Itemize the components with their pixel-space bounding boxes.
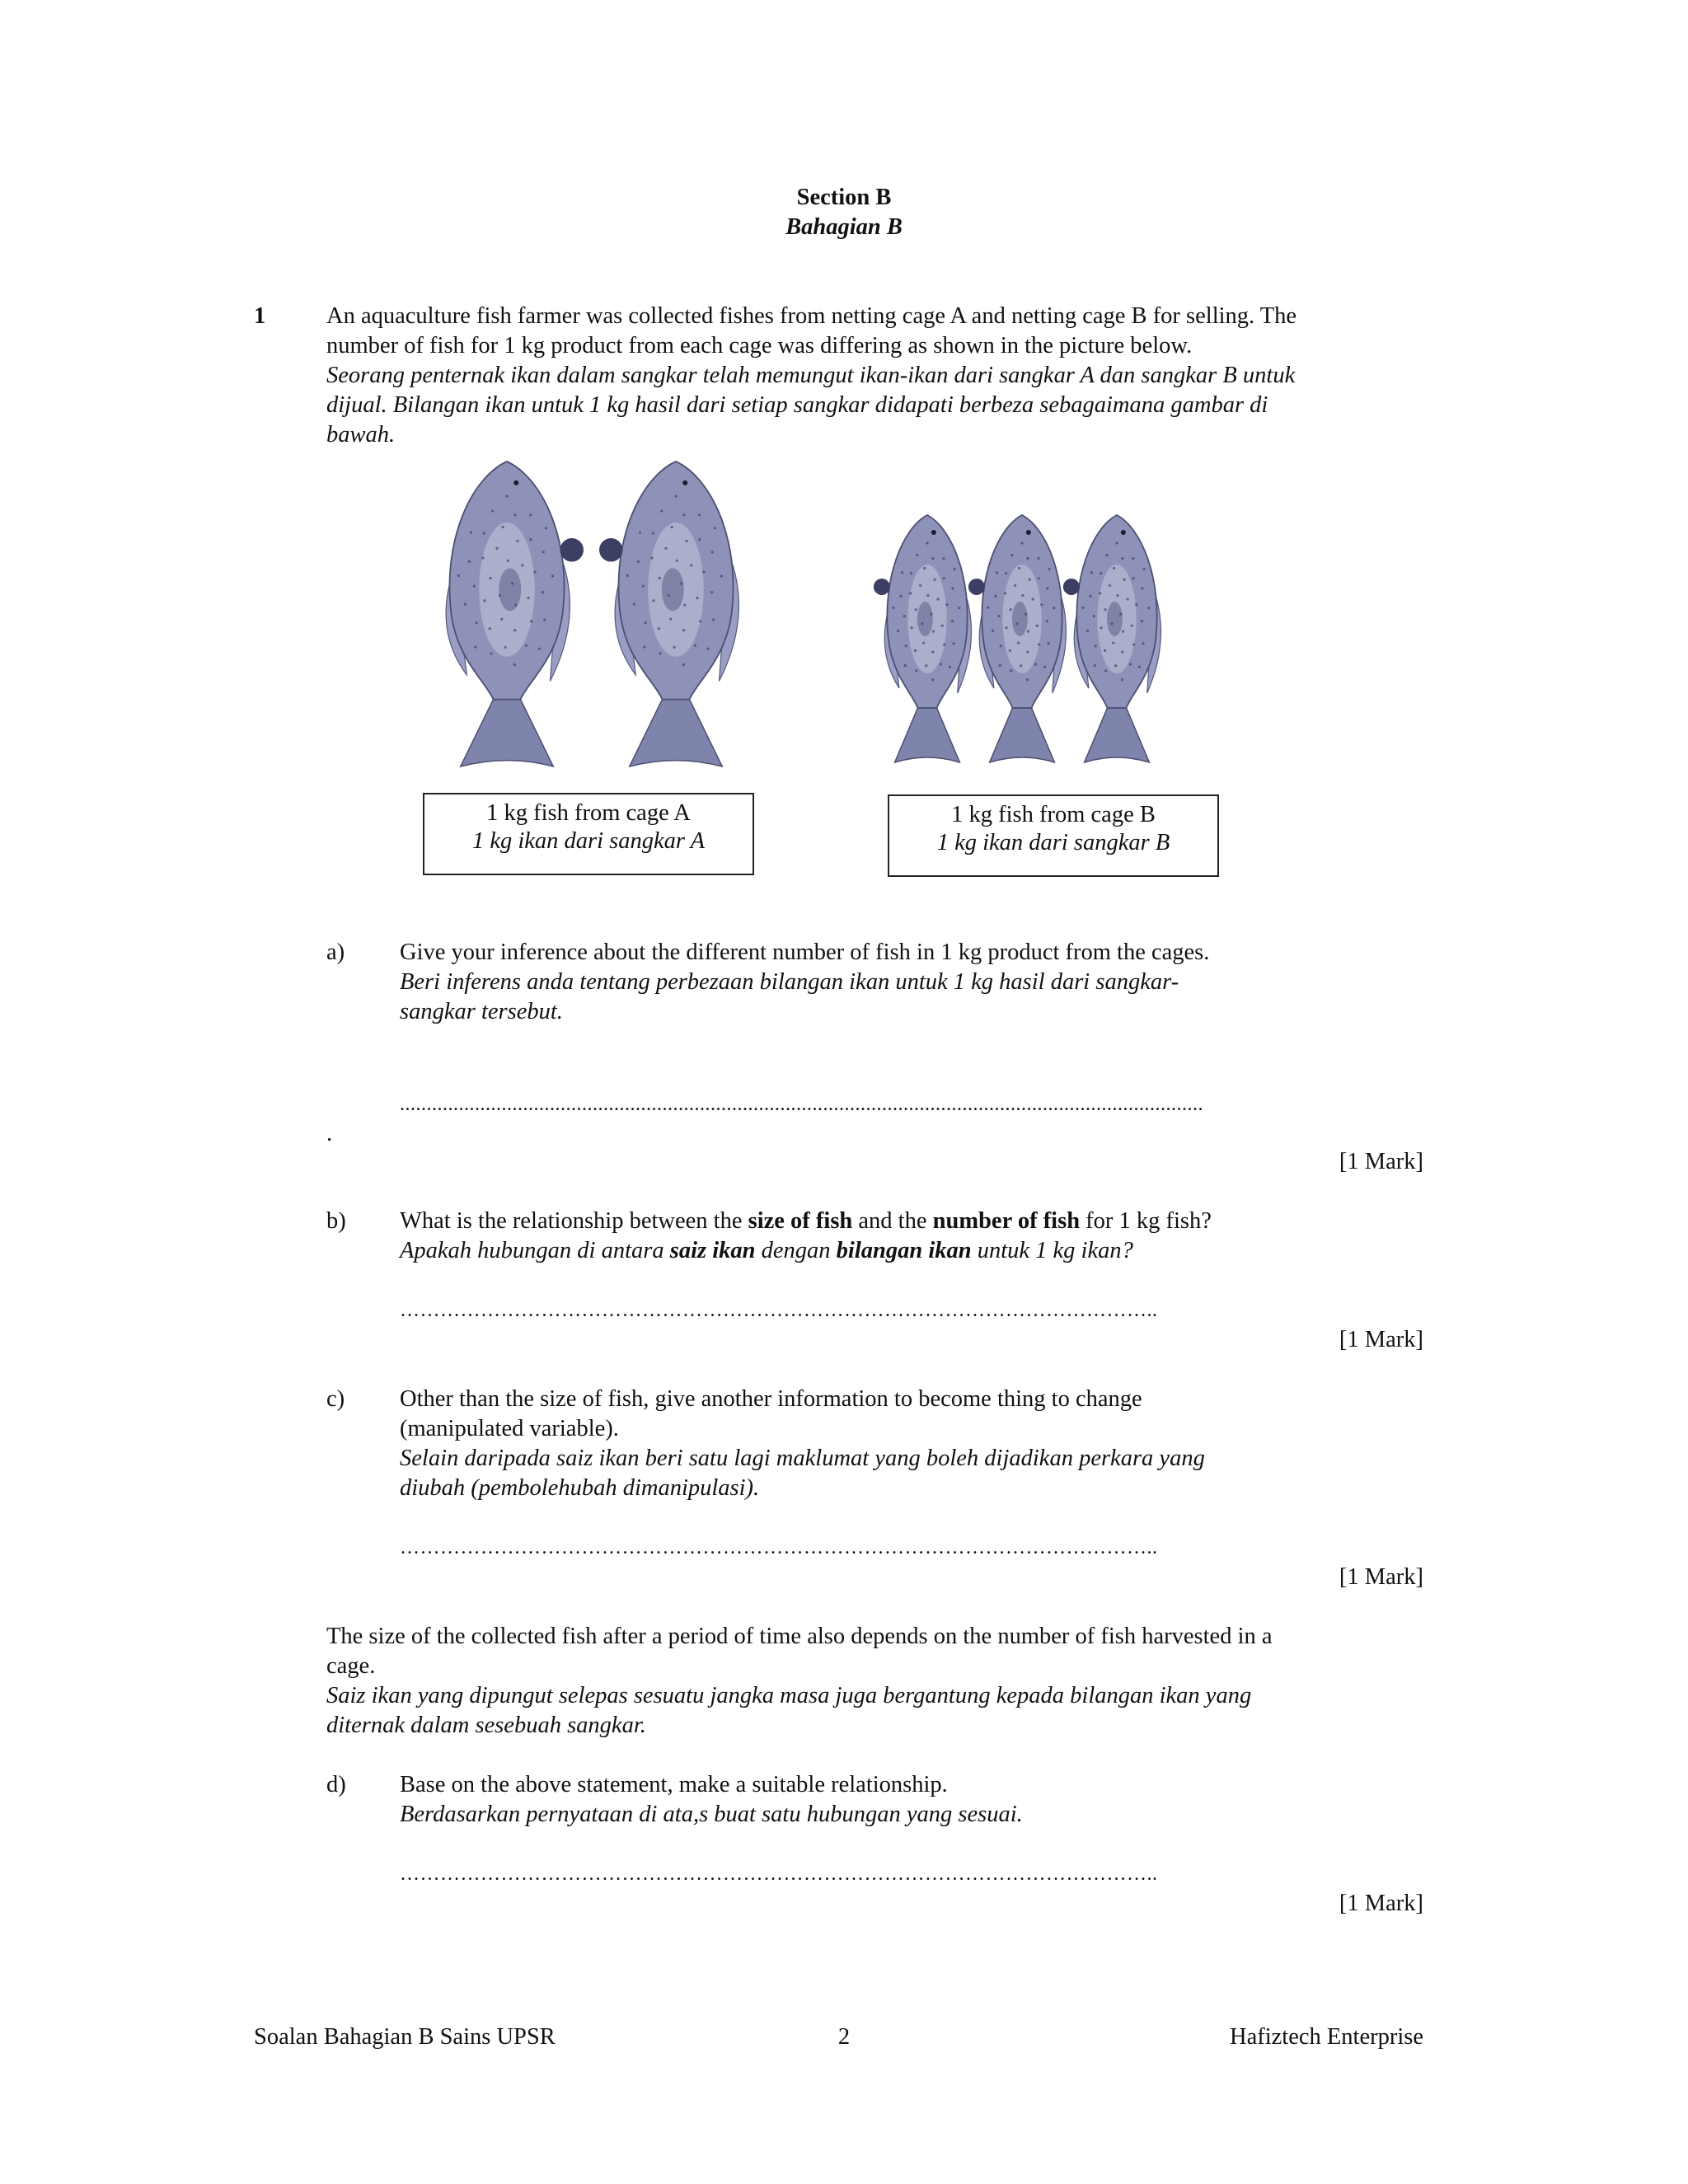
fish-spot [1105, 554, 1108, 556]
fish-spot [1048, 568, 1051, 570]
fish-spot [942, 557, 945, 560]
fish-spot [949, 666, 951, 668]
fish-spot [473, 585, 476, 588]
part-b-ms-bold-1: saiz ikan [669, 1238, 756, 1263]
fish-spot [1132, 577, 1135, 579]
fish-spot [932, 630, 935, 633]
part-b-en-3: for 1 kg fish? [1080, 1208, 1212, 1234]
fish-spot [543, 618, 546, 621]
fish-spot [538, 648, 541, 650]
fish-spot [1046, 620, 1048, 622]
fish-spot [921, 622, 923, 625]
fish-spot [1026, 650, 1029, 653]
part-b-en-2: and the [852, 1208, 933, 1234]
fish-spot [915, 669, 917, 672]
fish-spot [1005, 572, 1007, 574]
fish-spot [910, 626, 912, 629]
fish-spot [710, 591, 713, 593]
fish-spot [685, 540, 687, 542]
caption-cage-b [888, 794, 1219, 877]
fish-spot [899, 595, 902, 598]
fish-spot [958, 607, 960, 609]
fish-spot [659, 652, 661, 654]
cage-a-fish-1 [446, 462, 584, 766]
fish-spot [626, 574, 629, 577]
part-b-en-bold-1: size of fish [748, 1208, 853, 1234]
fish-spot [1086, 630, 1089, 632]
fish-spot [1027, 630, 1029, 633]
fish-spot [711, 551, 714, 553]
fish-spot [1138, 666, 1141, 668]
fish-spot [905, 644, 907, 647]
statement-en-line-1: The size of the collected fish after a period of time also depends on the number of fish harvested in a [326, 1624, 1273, 1649]
fish-spot [669, 618, 672, 621]
fish-spot [476, 621, 478, 624]
fish-spot [658, 627, 660, 630]
fish-spot [925, 664, 927, 667]
fish-spot [474, 645, 476, 648]
fish-spot [652, 532, 654, 535]
fish-spot [914, 649, 917, 652]
fish-spot [671, 526, 673, 528]
fish-spot [659, 577, 661, 579]
fish-spot [1123, 579, 1125, 581]
caption-cage-b-ms: 1 kg ikan dari sangkar B [936, 830, 1170, 855]
fish-spot [952, 642, 954, 644]
fish-round-fin [1063, 579, 1080, 595]
fish-spot [664, 547, 667, 550]
fish-spot [954, 568, 956, 570]
fish-spot [645, 621, 647, 624]
fish-round-fin [560, 538, 584, 562]
fish-spot [998, 615, 1001, 617]
fish-spot [714, 527, 716, 529]
fish-spot [1099, 592, 1101, 594]
fish-spot [490, 652, 492, 654]
part-c-en-line-2: (manipulated variable). [400, 1416, 619, 1441]
caption-cage-b-en: 1 kg fish from cage B [951, 802, 1156, 827]
fish-spot [1094, 664, 1096, 667]
statement-ms-line-2: diternak dalam sesebuah sangkar. [326, 1713, 646, 1738]
fish-spot [892, 607, 894, 609]
fish-spot [513, 663, 516, 666]
fish-spot [903, 615, 906, 617]
fish-spot [1132, 644, 1135, 646]
fish-spot [1014, 584, 1016, 587]
fish-spot [1026, 557, 1029, 560]
part-b-ms-bold-2: bilangan ikan [836, 1238, 972, 1263]
fish-spot [707, 648, 710, 650]
fish-spot [690, 564, 692, 566]
fish-spot [483, 599, 485, 602]
caption-cage-a-en: 1 kg fish from cage A [486, 800, 691, 826]
fish-spot [1010, 669, 1012, 672]
fish-spot [1010, 554, 1013, 556]
fish-spot [699, 620, 701, 622]
fish-spot [513, 513, 516, 516]
fish-spot [633, 602, 635, 605]
fish-spot [683, 603, 686, 606]
fish-spot [1043, 666, 1046, 668]
fish-spot [505, 494, 508, 497]
part-a-ms-line-1: Beri inferens anda tentang perbezaan bilangan ikan untuk 1 kg hasil dari sangkar- [400, 969, 1179, 995]
fish-spot [516, 540, 518, 542]
intro-en-line-2: number of fish for 1 kg product from each cage was differing as shown in the picture below. [326, 333, 1193, 359]
fish-tail [1085, 708, 1150, 762]
section-title-ms: Bahagian B [785, 214, 903, 240]
fish-eye [931, 530, 936, 535]
intro-ms-line-2: dijual. Bilangan ikan untuk 1 kg hasil dari setiap sangkar didapati berbeza sebagaimana gambar di [326, 392, 1268, 418]
fish-spot [1040, 603, 1043, 606]
fish-spot [1010, 608, 1012, 611]
fish-spot [1119, 612, 1122, 615]
fish-spot [1121, 678, 1123, 681]
fish-spot [457, 574, 460, 577]
fish-spot [992, 630, 994, 632]
fish-spot [470, 532, 472, 534]
fish-spot [1018, 567, 1020, 569]
fish-spot [941, 625, 944, 627]
fish-spot [668, 594, 670, 597]
part-c-letter: c) [326, 1386, 345, 1412]
fish-spot [940, 663, 942, 665]
part-d-mark: [1 Mark] [1339, 1891, 1423, 1916]
fish-spot [1009, 649, 1011, 652]
fish-spot [930, 612, 932, 615]
fish-spot [1143, 568, 1146, 570]
fish-pectoral-fin [1107, 602, 1123, 636]
fish-eye [682, 480, 687, 485]
fish-spot [1116, 594, 1118, 597]
fish-spot [1032, 598, 1034, 600]
fish-spot [922, 641, 925, 644]
fish-pectoral-fin [499, 569, 521, 612]
fish-spot [1000, 644, 1002, 647]
fish-spot [702, 570, 705, 573]
part-c-ms-line-1: Selain daripada saiz ikan beri satu lagi maklumat yang boleh dijadikan perkara yang [400, 1446, 1205, 1471]
fish-spot [1026, 678, 1029, 681]
fish-spot [1089, 595, 1091, 598]
footer-left: Soalan Bahagian B Sains UPSR [254, 2024, 556, 2050]
fish-spot [1093, 615, 1095, 617]
fish-spot [500, 618, 503, 621]
fish-spot [994, 595, 996, 598]
statement-ms-line-1: Saiz ikan yang dipungut selepas sesuatu jangka masa juga bergantung kepada bilangan ikan yang [326, 1683, 1252, 1708]
fish-spot [916, 554, 918, 556]
fish-spot [489, 627, 491, 630]
fish-spot [1028, 579, 1030, 581]
fish-pectoral-fin [917, 602, 933, 636]
section-title: Section B [796, 185, 892, 210]
fish-spot [1114, 664, 1117, 667]
fish-spot [1121, 557, 1123, 560]
fish-spot [674, 494, 677, 497]
cage-b-fish-group [882, 515, 1212, 771]
fish-spot [1142, 642, 1144, 644]
fish-spot [502, 526, 504, 528]
fish-spot [1037, 557, 1039, 560]
fish-spot [1047, 642, 1049, 644]
fish-spot [1100, 572, 1102, 574]
fish-spot [464, 602, 467, 605]
fish-round-fin [599, 538, 623, 562]
fish-spot [542, 551, 545, 553]
part-c-ms-line-2: diubah (pembolehubah dimanipulasi). [400, 1475, 760, 1501]
fish-spot [514, 603, 517, 606]
fish-spot [481, 556, 484, 559]
fish-spot [1021, 594, 1024, 597]
part-d-answer-line[interactable]: ………………………………………………………………………………………………….. [400, 1863, 1158, 1885]
fish-eye [1026, 530, 1031, 535]
fish-spot [504, 646, 507, 649]
fish-spot [1110, 622, 1113, 625]
fish-spot [923, 567, 926, 569]
fish-spot [529, 513, 532, 516]
part-c-en-line-1: Other than the size of fish, give another information to become thing to change [400, 1386, 1142, 1412]
fish-spot [1104, 608, 1107, 611]
fish-pectoral-fin [1012, 602, 1028, 636]
part-b-ms-3: untuk 1 kg ikan? [971, 1238, 1133, 1263]
fish-round-fin [874, 579, 890, 595]
fish-spot [1121, 650, 1123, 653]
fish-spot [897, 630, 899, 632]
fish-spot [931, 678, 934, 681]
fish-spot [1020, 541, 1023, 544]
fish-spot [694, 644, 696, 647]
fish-spot [483, 532, 485, 535]
part-b-ms-1: Apakah hubungan di antara [400, 1238, 670, 1263]
fish-spot [468, 560, 471, 563]
fish-spot [926, 594, 929, 597]
fish-spot [521, 564, 523, 566]
question-number: 1 [254, 303, 266, 329]
fish-spot [637, 560, 640, 563]
fish-spot [542, 591, 544, 593]
part-b-ms-2: dengan [755, 1238, 837, 1263]
fish-spot [1100, 626, 1102, 629]
fish-spot [1036, 625, 1039, 627]
part-a-en: Give your inference about the different number of fish in 1 kg product from the cages. [400, 940, 1210, 965]
fish-spot [1135, 603, 1137, 606]
fish-spot [1129, 663, 1132, 665]
fish-spot [533, 570, 536, 573]
fish-spot [712, 618, 715, 621]
fish-spot [682, 629, 685, 631]
fish-spot [910, 572, 912, 574]
fish-spot [507, 560, 509, 562]
fish-spot [1038, 644, 1040, 646]
fish-spot [1147, 607, 1150, 609]
fish-spot [943, 644, 945, 646]
fish-spot [696, 597, 698, 599]
part-c-mark: [1 Mark] [1339, 1564, 1423, 1590]
part-d-ms: Berdasarkan pernyataan di ata,s buat satu hubungan yang sesuai. [400, 1802, 1023, 1827]
fish-spot [1104, 669, 1107, 672]
fish-spot [639, 532, 641, 534]
fish-spot [1015, 622, 1018, 625]
part-d-en: Base on the above statement, make a suitable relationship. [400, 1772, 948, 1797]
statement-en-line-2: cage. [326, 1653, 376, 1679]
footer-right: Hafiztech Enterprise [1230, 2024, 1423, 2050]
fish-spot [1109, 584, 1111, 587]
fish-spot [1046, 587, 1048, 589]
fish-spot [499, 594, 501, 597]
fish-eye [1121, 530, 1126, 535]
part-b-en-bold-2: number of fish [932, 1208, 1081, 1234]
fish-spot [945, 603, 948, 606]
fish-spot [495, 547, 498, 550]
fish-spot [909, 592, 912, 594]
fish-round-fin [968, 579, 985, 595]
caption-cage-a [423, 793, 754, 875]
part-d-letter: d) [326, 1772, 346, 1797]
part-a-letter: a) [326, 940, 345, 965]
fish-spot [491, 509, 494, 512]
part-b-mark: [1 Mark] [1339, 1327, 1423, 1352]
fish-spot [529, 538, 532, 541]
fish-spot [901, 571, 903, 574]
part-a-ms-line-2: sangkar tersebut. [400, 999, 563, 1024]
part-c-answer-line[interactable]: ………………………………………………………………………………………………….. [400, 1537, 1158, 1558]
cage-a-fish-group [429, 462, 758, 783]
fish-spot [937, 598, 940, 600]
fish-spot [660, 509, 663, 512]
fish-eye [513, 480, 518, 485]
intro-ms-line-1: Seorang penternak ikan dalam sangkar telah memungut ikan-ikan dari sangkar A dan sangkar B untuk [326, 363, 1296, 388]
fish-spot [1081, 607, 1084, 609]
fish-spot [1141, 587, 1143, 589]
fish-spot [551, 574, 554, 577]
fish-spot [919, 584, 921, 587]
fish-spot [650, 556, 653, 559]
fish-tail [461, 700, 554, 766]
footer-page-number: 2 [837, 2024, 851, 2050]
cage-a-fish-2 [599, 462, 738, 766]
fish-spot [1131, 625, 1133, 627]
fish-spot [915, 608, 917, 611]
fish-spot [1020, 664, 1022, 667]
fish-spot [1004, 592, 1006, 594]
fish-spot [676, 560, 678, 562]
part-a-answer-line[interactable]: ...................................................................................................................................................... [400, 1094, 1203, 1115]
fish-spot [513, 629, 516, 631]
cage-b-fish-1 [874, 515, 972, 762]
fish-spot [1132, 557, 1134, 560]
fish-spot [643, 645, 645, 648]
part-a-stray-mark: . [326, 1121, 333, 1146]
fish-spot [951, 587, 954, 589]
fish-spot [490, 577, 492, 579]
fish-spot [530, 620, 532, 622]
cage-b-fish-3 [1063, 515, 1161, 762]
fish-spot [511, 582, 513, 584]
fish-spot [931, 557, 934, 560]
intro-ms-line-3: bawah. [326, 422, 396, 448]
part-b-en [400, 1207, 1212, 1236]
fish-spot [943, 577, 945, 579]
fish-spot [1113, 567, 1115, 569]
part-b-answer-line[interactable]: ………………………………………………………………………………………………….. [400, 1300, 1158, 1321]
fish-spot [1090, 571, 1093, 574]
part-b-ms [400, 1236, 1133, 1266]
fish-spot [1053, 607, 1055, 609]
fish-spot [1115, 541, 1118, 544]
fish-spot [673, 646, 676, 649]
fish-spot [652, 599, 654, 602]
fish-spot [1017, 641, 1020, 644]
fish-spot [545, 527, 547, 529]
fish-spot [926, 541, 928, 544]
fish-spot [642, 585, 645, 588]
fish-spot [1104, 649, 1106, 652]
fish-spot [1034, 663, 1037, 665]
fish-pectoral-fin [662, 569, 684, 612]
fish-spot [1038, 577, 1040, 579]
part-b-en-1: What is the relationship between the [400, 1208, 748, 1234]
fish-spot [1005, 626, 1007, 629]
fish-spot [1112, 641, 1114, 644]
caption-cage-a-ms: 1 kg ikan dari sangkar A [471, 828, 706, 854]
part-b-letter: b) [326, 1208, 346, 1234]
cage-b-fish-2 [968, 515, 1067, 762]
fish-spot [682, 663, 685, 666]
fish-spot [527, 597, 529, 599]
fish-spot [999, 664, 1001, 667]
fish-spot [1095, 644, 1097, 647]
fish-tail [630, 700, 723, 766]
fish-spot [1127, 598, 1129, 600]
fish-tail [895, 708, 960, 762]
fish-spot [525, 644, 528, 647]
fish-spot [1025, 612, 1027, 615]
fish-spot [933, 579, 935, 581]
fish-spot [996, 571, 998, 574]
fish-spot [680, 582, 682, 584]
fish-tail [990, 708, 1055, 762]
part-a-mark: [1 Mark] [1339, 1149, 1423, 1174]
fish-spot [931, 650, 934, 653]
fish-spot [987, 607, 989, 609]
fish-spot [951, 620, 954, 622]
fish-spot [698, 538, 701, 541]
fish-spot [1122, 630, 1124, 633]
fish-spot [698, 513, 701, 516]
intro-en-line-1: An aquaculture fish farmer was collected fishes from netting cage A and netting cage B for selling. The [326, 303, 1297, 329]
fish-spot [1141, 620, 1143, 622]
fish-spot [904, 664, 907, 667]
fish-spot [682, 513, 685, 516]
fish-spot [720, 574, 723, 577]
